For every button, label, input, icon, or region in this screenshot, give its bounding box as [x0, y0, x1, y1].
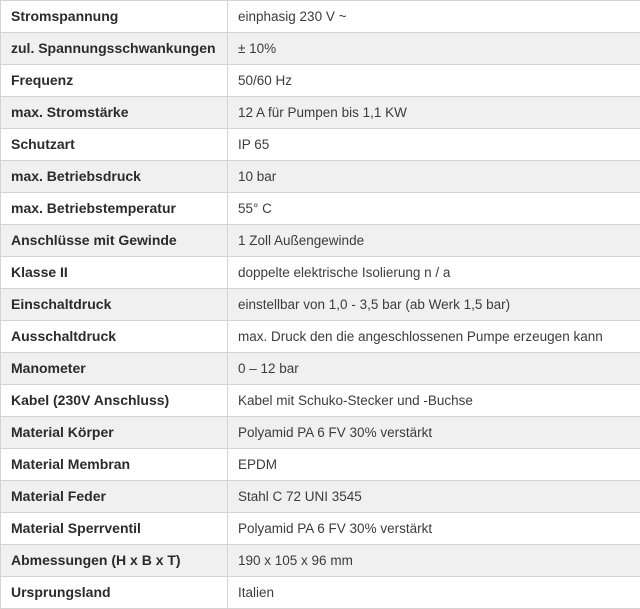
table-row [1, 449, 640, 481]
table-row [1, 129, 640, 161]
spec-value: 190 x 105 x 96 mm [228, 545, 640, 577]
spec-value: 50/60 Hz [228, 65, 640, 97]
table-row [1, 321, 640, 353]
table-row [1, 33, 640, 65]
spec-value: 0 – 12 bar [228, 353, 640, 385]
spec-label: Einschaltdruck [1, 289, 228, 321]
table-row [1, 385, 640, 417]
spec-value: 10 bar [228, 161, 640, 193]
spec-label: Material Membran [1, 449, 228, 481]
table-row [1, 193, 640, 225]
spec-value: ± 10% [228, 33, 640, 65]
spec-label: Stromspannung [1, 1, 228, 33]
spec-label: Frequenz [1, 65, 228, 97]
spec-value: 12 A für Pumpen bis 1,1 KW [228, 97, 640, 129]
spec-label: max. Stromstärke [1, 97, 228, 129]
spec-label: Manometer [1, 353, 228, 385]
table-row [1, 225, 640, 257]
spec-value: Italien [228, 577, 640, 609]
spec-value: 55° C [228, 193, 640, 225]
spec-value: 1 Zoll Außengewinde [228, 225, 640, 257]
spec-label: Klasse II [1, 257, 228, 289]
spec-label: max. Betriebsdruck [1, 161, 228, 193]
table-row [1, 1, 640, 33]
table-row [1, 513, 640, 545]
spec-label: zul. Spannungsschwankungen [1, 33, 228, 65]
table-row [1, 577, 640, 609]
table-row [1, 353, 640, 385]
table-row [1, 97, 640, 129]
spec-value: doppelte elektrische Isolierung n / a [228, 257, 640, 289]
spec-value: Polyamid PA 6 FV 30% verstärkt [228, 417, 640, 449]
spec-value: EPDM [228, 449, 640, 481]
table-row [1, 417, 640, 449]
table-row [1, 161, 640, 193]
spec-value: IP 65 [228, 129, 640, 161]
spec-value: einstellbar von 1,0 - 3,5 bar (ab Werk 1,5 bar) [228, 289, 640, 321]
spec-label: Material Sperrventil [1, 513, 228, 545]
spec-label: Kabel (230V Anschluss) [1, 385, 228, 417]
spec-label: Anschlüsse mit Gewinde [1, 225, 228, 257]
spec-value: einphasig 230 V ~ [228, 1, 640, 33]
table-row [1, 289, 640, 321]
table-row [1, 545, 640, 577]
spec-label: Material Feder [1, 481, 228, 513]
spec-label: max. Betriebstemperatur [1, 193, 228, 225]
spec-value: max. Druck den die angeschlossenen Pumpe erzeugen kann [228, 321, 640, 353]
spec-value: Polyamid PA 6 FV 30% verstärkt [228, 513, 640, 545]
spec-value: Stahl C 72 UNI 3545 [228, 481, 640, 513]
table-row [1, 257, 640, 289]
table-row [1, 65, 640, 97]
spec-label: Ausschaltdruck [1, 321, 228, 353]
table-row [1, 481, 640, 513]
spec-value: Kabel mit Schuko-Stecker und -Buchse [228, 385, 640, 417]
spec-label: Material Körper [1, 417, 228, 449]
spec-label: Abmessungen (H x B x T) [1, 545, 228, 577]
spec-label: Ursprungsland [1, 577, 228, 609]
spec-label: Schutzart [1, 129, 228, 161]
